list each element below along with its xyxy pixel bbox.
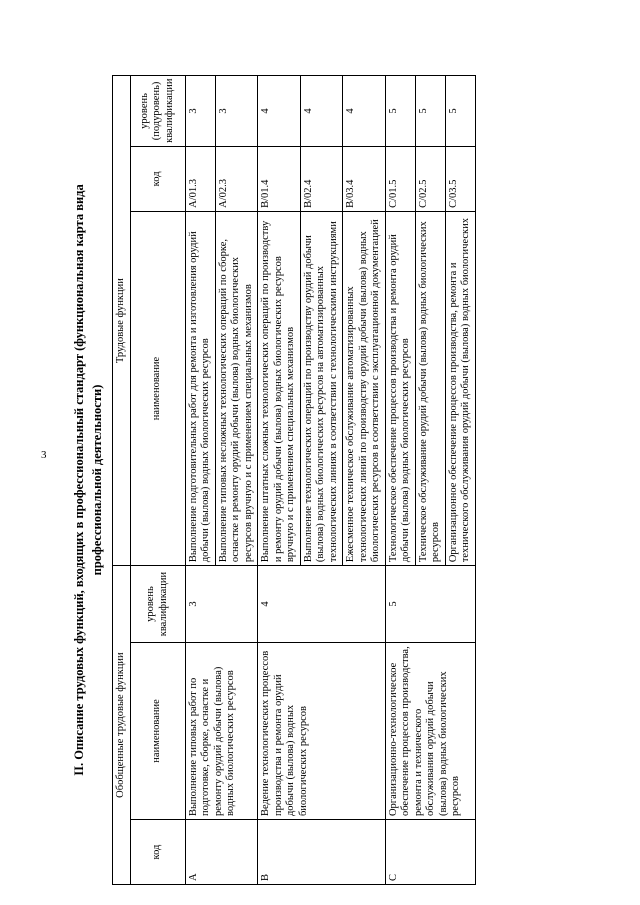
function-name: Технологическое обеспечение процессов производства и ремонта орудий добычи (вылова) водных биологических ресурсов	[385, 211, 415, 565]
page-number: 3	[41, 449, 47, 461]
function-level: 3	[185, 76, 215, 147]
header-row-1	[113, 76, 131, 885]
function-level: 3	[215, 76, 258, 147]
group-name: Выполнение типовых работ по подготовке, сборке, оснастке и ремонту орудий добычи (вылова) водных биологических ресурсов	[185, 642, 258, 819]
function-level: 5	[385, 76, 415, 147]
function-name: Выполнение штатных сложных технологических операций по производству и ремонту орудий добычи (вылова) водных биологических ресурсов вручную и с применением специальных механизмов	[258, 211, 301, 565]
group-code: B	[258, 820, 386, 885]
header-code: код	[130, 820, 185, 885]
header-labor-functions: Трудовые функции	[113, 76, 131, 566]
function-name: Организационное обеспечение процессов производства, ремонта и технического обслуживания орудий добычи (вылова) водных биологических	[445, 211, 475, 565]
function-code: B/03.4	[343, 146, 386, 211]
function-level: 4	[343, 76, 386, 147]
header-generalized: Обобщенные трудовые функции	[113, 566, 131, 885]
group-name: Ведение технологических процессов производства и ремонта орудий добычи (вылова) водных биологических ресурсов	[258, 642, 386, 819]
table-row	[258, 76, 301, 885]
function-level: 4	[300, 76, 343, 147]
table-row	[385, 76, 415, 885]
group-level: 5	[385, 566, 475, 643]
function-code: A/01.3	[185, 146, 215, 211]
rotated-page	[70, 75, 630, 885]
group-level: 3	[185, 566, 258, 643]
function-name: Выполнение типовых несложных технологических операций по сборке, оснастке и ремонту орудий добычи (вылова) водных биологических ресурсов вручную и с применением специальных механизмов	[215, 211, 258, 565]
header-name: наименование	[130, 642, 185, 819]
function-level: 5	[415, 76, 445, 147]
functional-map-table	[112, 75, 476, 885]
function-code: B/02.4	[300, 146, 343, 211]
title-line-2: профессиональной деятельности)	[90, 384, 104, 576]
function-code: C/01.5	[385, 146, 415, 211]
function-name: Техническое обслуживание орудий добычи (вылова) водных биологических ресурсов	[415, 211, 445, 565]
header-function-code: код	[130, 146, 185, 211]
title-line-1: II. Описание трудовых функций, входящих в профессиональный стандарт (функциональная карта вида	[72, 184, 86, 776]
function-name: Выполнение технологических операций по производству орудий добычи (вылова) водных биологических ресурсов на автоматизированных технологических линиях в соответствии с технологическими инструкциями	[300, 211, 343, 565]
group-name: Организационно-технологическое обеспечение процессов производства, ремонта и технического обслуживания орудий добычи (вылова) водных биологических ресурсов	[385, 642, 475, 819]
function-name: Выполнение подготовительных работ для ремонта и изготовления орудий добычи (вылова) водных биологических ресурсов	[185, 211, 215, 565]
group-level: 4	[258, 566, 386, 643]
function-code: A/02.3	[215, 146, 258, 211]
header-sublevel: уровень (подуровень) квалификации	[130, 76, 185, 147]
header-function-name: наименование	[130, 211, 185, 565]
function-code: C/03.5	[445, 146, 475, 211]
function-level: 4	[258, 76, 301, 147]
group-code: A	[185, 820, 258, 885]
header-row-2	[130, 76, 185, 885]
function-code: B/01.4	[258, 146, 301, 211]
function-code: C/02.5	[415, 146, 445, 211]
group-code: C	[385, 820, 475, 885]
section-title	[70, 75, 108, 885]
table-row	[185, 76, 215, 885]
function-level: 5	[445, 76, 475, 147]
function-name: Ежесменное техническое обслуживание автоматизированных технологических линий по производству орудий добычи (вылова) водных биологических ресурсов в соответствии с эксплуатационной документацией	[343, 211, 386, 565]
header-level: уровень квалификации	[130, 566, 185, 643]
